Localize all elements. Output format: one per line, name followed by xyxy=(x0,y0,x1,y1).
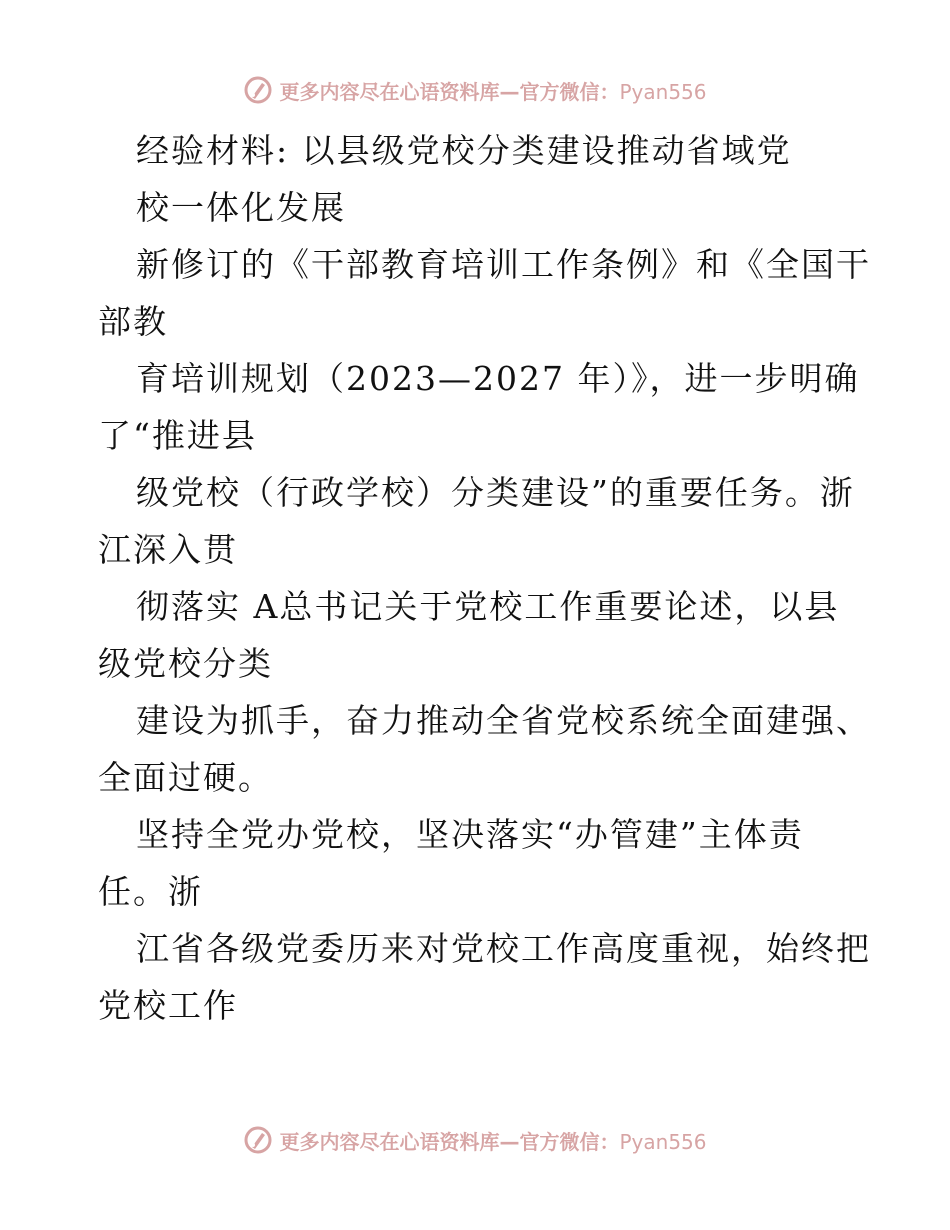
text-line: 级党校分类 xyxy=(98,644,273,683)
watermark-label: 更多内容尽在心语资料库—官方微信： xyxy=(279,79,620,104)
text-line: 任。浙 xyxy=(98,872,203,911)
text-line: 新修订的《干部教育培训工作条例》和《全国干 xyxy=(136,245,871,284)
text-line: 彻落实 A总书记关于党校工作重要论述，以县 xyxy=(136,587,840,626)
footer-watermark xyxy=(0,1120,950,1160)
text-line: 了“推进县 xyxy=(98,416,257,455)
document-body xyxy=(98,122,871,1034)
text-line: 江深入贯 xyxy=(98,530,238,569)
watermark-id: Pyan556 xyxy=(619,1129,707,1154)
text-line: 党校工作 xyxy=(98,986,238,1025)
text-line: 育培训规划（2023—2027 年）》，进一步明确 xyxy=(136,359,860,398)
text-line: 建设为抓手，奋力推动全省党校系统全面建强、 xyxy=(136,701,871,740)
watermark-text xyxy=(279,76,706,105)
text-line: 坚持全党办党校，坚决落实“办管建”主体责 xyxy=(136,815,804,854)
text-line: 江省各级党委历来对党校工作高度重视，始终把 xyxy=(136,929,871,968)
text-line: 校一体化发展 xyxy=(136,188,346,227)
watermark-label: 更多内容尽在心语资料库—官方微信： xyxy=(279,1129,620,1154)
text-line: 级党校（行政学校）分类建设”的重要任务。浙 xyxy=(136,473,855,512)
text-line: 部教 xyxy=(98,302,168,341)
watermark-text xyxy=(279,1126,706,1155)
text-line: 全面过硬。 xyxy=(98,758,273,797)
pen-logo-icon xyxy=(243,75,273,105)
pen-logo-icon xyxy=(243,1125,273,1155)
watermark-id: Pyan556 xyxy=(619,79,707,104)
header-watermark xyxy=(0,70,950,110)
text-line: 经验材料: 以县级党校分类建设推动省域党 xyxy=(136,131,792,170)
